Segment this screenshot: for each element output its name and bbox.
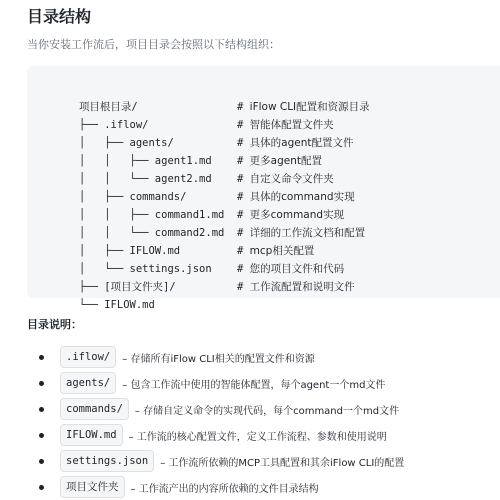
- list-item: [27, 448, 404, 474]
- tree-comment-text: 自定义命令文件夹: [249, 173, 334, 185]
- directory-notes-label: 目录说明：: [27, 318, 82, 331]
- item-description: – 工作流的核心配置文件，定义工作流程、参数和使用说明: [128, 431, 387, 443]
- tree-path: │ │ └── command2.md: [78, 227, 225, 239]
- item-description: – 工作流所依赖的MCP工具配置和其余iFlow CLI的配置: [160, 457, 405, 469]
- item-description: – 存储自定义命令的实现代码，每个command一个md文件: [134, 405, 400, 417]
- tree-path: │ ├── agents/: [78, 137, 174, 149]
- tree-path: │ └── settings.json: [78, 263, 212, 275]
- tree-comment: # 智能体配置文件夹: [237, 119, 334, 131]
- tree-comment-text: 详细的工作流文档和配置: [249, 227, 366, 239]
- tree-comment: # 更多agent配置: [237, 155, 322, 167]
- tree-comment: # 自定义命令文件夹: [237, 173, 334, 185]
- item-description: – 包含工作流中使用的智能体配置，每个agent一个md文件: [122, 379, 386, 391]
- tree-path: │ │ ├── command1.md: [78, 209, 225, 221]
- directory-tree-code-block: [27, 66, 500, 311]
- list-item: [27, 396, 399, 422]
- bullet-dot-icon: [39, 381, 44, 386]
- bullet-dot-icon: [39, 407, 44, 412]
- inline-code: agents/: [60, 372, 116, 394]
- item-description: – 存储所有iFlow CLI相关的配置文件和资源: [122, 353, 315, 365]
- inline-code: settings.json: [60, 450, 154, 472]
- tree-path: ├── [项目文件夹]/: [78, 281, 176, 293]
- inline-code: 项目文件夹: [60, 476, 125, 498]
- tree-comment-text: iFlow CLI配置和资源目录: [249, 101, 370, 113]
- tree-comment-text: 工作流配置和说明文件: [249, 281, 355, 293]
- intro-text: 当你安装工作流后，项目目录会按照以下结构组织：: [27, 38, 280, 51]
- inline-code: commands/: [60, 398, 129, 420]
- tree-path: │ │ ├── agent1.md: [78, 155, 212, 167]
- tree-comment: # 您的项目文件和代码: [237, 263, 345, 275]
- list-item: [27, 344, 315, 370]
- tree-comment-text: 您的项目文件和代码: [249, 263, 345, 275]
- tree-path: 项目根目录/: [78, 101, 138, 113]
- tree-path: ├── .iflow/: [78, 119, 149, 131]
- bullet-dot-icon: [39, 485, 44, 490]
- code-line: [41, 278, 355, 311]
- tree-comment: # 详细的工作流文档和配置: [237, 227, 366, 239]
- tree-comment-text: mcp相关配置: [249, 245, 315, 257]
- tree-comment-text: 更多command实现: [249, 209, 345, 221]
- tree-comment: # iFlow CLI配置和资源目录: [237, 101, 370, 113]
- bullet-dot-icon: [39, 459, 44, 464]
- tree-comment-text: 具体的command实现: [249, 191, 355, 203]
- inline-code: IFLOW.md: [60, 424, 123, 446]
- item-description: – 工作流产出的内容所依赖的文件目录结构: [130, 483, 319, 495]
- list-item: [27, 474, 319, 500]
- bullet-dot-icon: [39, 433, 44, 438]
- section-heading: 目录结构: [27, 7, 92, 26]
- tree-path: │ │ └── agent2.md: [78, 173, 212, 185]
- tree-path: │ ├── IFLOW.md: [78, 245, 181, 257]
- inline-code: .iflow/: [60, 346, 116, 368]
- tree-comment-text: 具体的agent配置文件: [249, 137, 354, 149]
- tree-comment-text: 更多agent配置: [249, 155, 322, 167]
- tree-comment: # 具体的agent配置文件: [237, 137, 354, 149]
- tree-path: └── IFLOW.md: [78, 299, 155, 311]
- tree-comment: # mcp相关配置: [237, 245, 315, 257]
- tree-comment-text: 智能体配置文件夹: [249, 119, 334, 131]
- tree-comment: # 工作流配置和说明文件: [237, 281, 355, 293]
- tree-comment: # 具体的command实现: [237, 191, 355, 203]
- tree-comment: # 更多command实现: [237, 209, 345, 221]
- code-line: [41, 80, 138, 113]
- bullet-dot-icon: [39, 355, 44, 360]
- list-item: [27, 370, 385, 396]
- list-item: [27, 422, 387, 448]
- tree-path: │ ├── commands/: [78, 191, 187, 203]
